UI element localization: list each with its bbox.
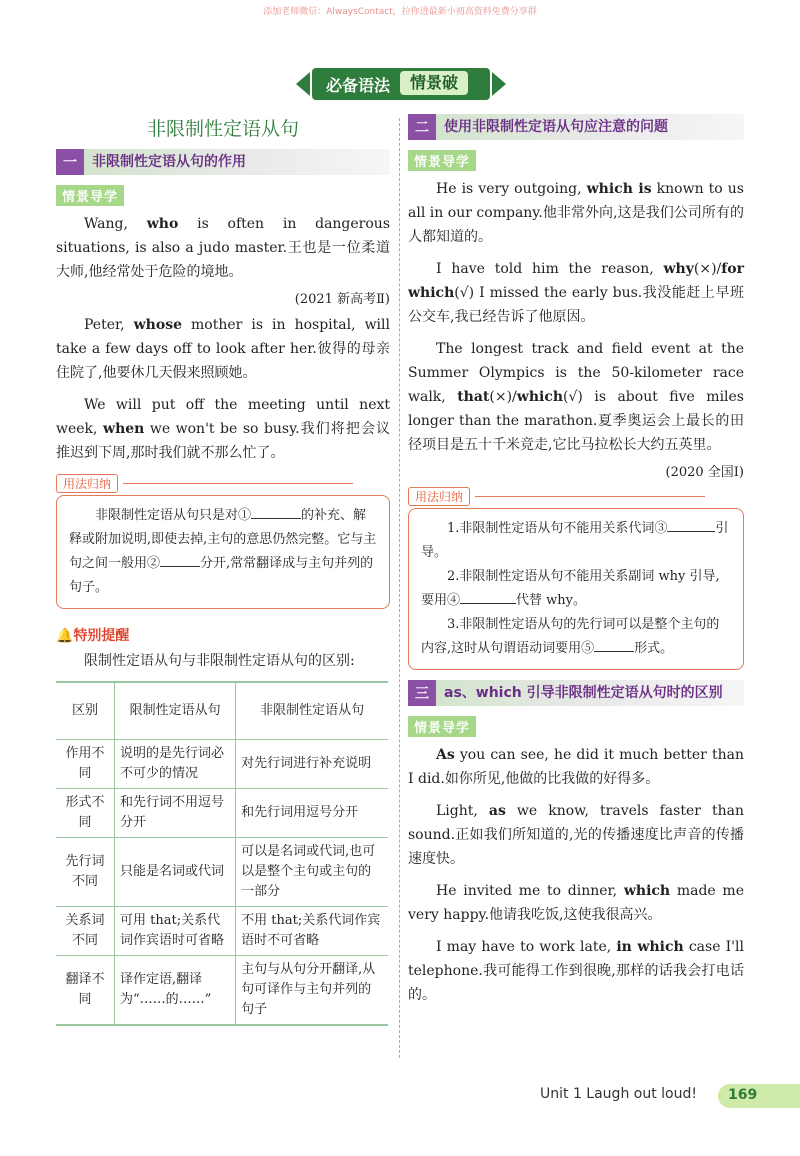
unit-label: Unit 1 Laugh out loud! [540, 1086, 697, 1102]
example-paragraph: As you can see, he did it much better than I did.如你所见,他做的比我做的好得多。 [408, 747, 744, 787]
table-cell: 形式不同 [56, 789, 115, 838]
source-note: (2020 全国Ⅰ) [665, 465, 744, 480]
alert-text: 限制性定语从句与非限制性定语从句的区别: [84, 653, 355, 669]
table-cell: 主句与从句分开翻译,从句可译作与主句并列的句子 [236, 956, 388, 1026]
left-column [56, 112, 390, 1026]
table-header: 非限制性定语从句 [236, 682, 388, 740]
scenario-tag: 情景导学 [408, 150, 476, 171]
section-banner [296, 68, 506, 100]
right-column [408, 112, 744, 1015]
fill-blank[interactable] [160, 566, 200, 567]
usage-rule [475, 496, 705, 497]
example-paragraph: The longest track and field event at the Summer Olympics is the 50-kilometer race walk, that(×)/which(√) is about five miles longer than the marathon.夏季奥运会上最长的田径项目是五十千米竞走,它比马拉松长大约五英里。 [408, 341, 744, 453]
page-number: 169 [728, 1087, 758, 1103]
table-cell: 关系词不同 [56, 907, 115, 956]
section-header-2 [408, 114, 744, 140]
example-paragraph: I have told him the reason, why(×)/for which(√) I missed the early bus.我没能赶上早班公交车,我已经告诉了他原因。 [408, 261, 744, 325]
example-paragraph: Light, as we know, travels faster than sound.正如我们所知道的,光的传播速度比声音的传播速度快。 [408, 803, 744, 867]
usage-header [56, 473, 390, 493]
usage-text: 非限制性定语从句只是对① 的补充、解释或附加说明,即使去掉,主句的意思仍然完整。它与主句之间一般用② 分开,常常翻译成与主句并列的句子。 [69, 508, 377, 595]
table-cell: 对先行词进行补充说明 [236, 740, 388, 789]
alert-heading: 🔔特别提醒 [56, 628, 130, 644]
table-row [56, 838, 388, 907]
main-title: 非限制性定语从句 [146, 118, 299, 140]
section-number: 二 [408, 114, 436, 140]
table-cell: 和先行词用逗号分开 [236, 789, 388, 838]
table-row [56, 956, 388, 1026]
table-header: 区别 [56, 682, 115, 740]
section-title: 非限制性定语从句的作用 [92, 154, 246, 170]
table-cell: 译作定语,翻译为“……的……” [115, 956, 236, 1026]
column-divider [399, 118, 400, 1058]
example-paragraph: I may have to work late, in which case I'll telephone.我可能得工作到很晚,那样的话我会打电话的。 [408, 939, 744, 1003]
section-title: as、which 引导非限制性定语从句时的区别 [444, 685, 723, 701]
fill-blank[interactable] [251, 518, 301, 519]
example-paragraph: Wang, who is often in dangerous situations, is also a judo master.王也是一位柔道大师,他经常处于危险的境地。 [56, 216, 391, 280]
fill-blank[interactable] [667, 531, 715, 532]
source-note: (2021 新高考Ⅱ) [294, 292, 390, 307]
table-cell: 先行词不同 [56, 838, 115, 907]
example-paragraph: Peter, whose mother is in hospital, will take a few days off to look after her.彼得的母亲住院了,他要休几天假来照顾她。 [56, 317, 390, 381]
scenario-tag: 情景导学 [56, 185, 124, 206]
table-cell: 翻译不同 [56, 956, 115, 1026]
usage-box [56, 495, 390, 609]
fill-blank[interactable] [460, 603, 516, 604]
comparison-table [56, 681, 388, 1026]
banner-left-arrow [296, 72, 310, 96]
section-title: 使用非限制性定语从句应注意的问题 [444, 119, 668, 135]
table-row [56, 740, 388, 789]
table-cell: 只能是名词或代词 [115, 838, 236, 907]
table-header: 限制性定语从句 [115, 682, 236, 740]
usage-text: 3.非限制性定语从句的先行词可以是整个主句的内容,这时从句谓语动词要用⑤ 形式。 [421, 617, 720, 656]
table-cell: 作用不同 [56, 740, 115, 789]
fill-blank[interactable] [594, 651, 634, 652]
usage-text: 1.非限制性定语从句不能用关系代词③ 引导。 [421, 521, 729, 560]
bell-icon: 🔔 [56, 628, 74, 644]
table-cell: 不用 that;关系代词作宾语时不可省略 [236, 907, 388, 956]
banner-label: 必备语法 [326, 76, 391, 95]
table-row [56, 789, 388, 838]
section-header-3 [408, 680, 744, 706]
banner-right-arrow [492, 72, 506, 96]
example-paragraph: We will put off the meeting until next week, when we won't be so busy.我们将把会议推迟到下周,那时我们就不那么忙了。 [56, 397, 391, 461]
usage-text: 2.非限制性定语从句不能用关系副词 why 引导,要用④ 代替 why。 [421, 569, 720, 608]
usage-tag: 用法归纳 [56, 474, 118, 493]
banner-body [312, 68, 490, 100]
usage-rule [123, 483, 353, 484]
scenario-tag: 情景导学 [408, 716, 476, 737]
table-cell: 可以是名词或代词,也可以是整个主句或主句的一部分 [236, 838, 388, 907]
watermark: 添加老师微信：AlwaysContact，拉你进最新小初高资料免费分享群 [263, 7, 537, 17]
usage-tag: 用法归纳 [408, 487, 470, 506]
usage-header [408, 486, 744, 506]
banner-sublabel: 情景破 [400, 71, 468, 95]
table-header-row [56, 682, 388, 740]
section-number: 三 [408, 680, 436, 706]
table-cell: 和先行词不用逗号分开 [115, 789, 236, 838]
section-number: 一 [56, 149, 84, 175]
section-header-1 [56, 149, 390, 175]
usage-box [408, 508, 744, 670]
example-paragraph: He is very outgoing, which is known to us all in our company.他非常外向,这是我们公司所有的人都知道的。 [408, 181, 744, 245]
example-paragraph: He invited me to dinner, which made me very happy.他请我吃饭,这使我很高兴。 [408, 883, 744, 923]
table-row [56, 907, 388, 956]
table-cell: 说明的是先行词必不可少的情况 [115, 740, 236, 789]
table-cell: 可用 that;关系代词作宾语时可省略 [115, 907, 236, 956]
